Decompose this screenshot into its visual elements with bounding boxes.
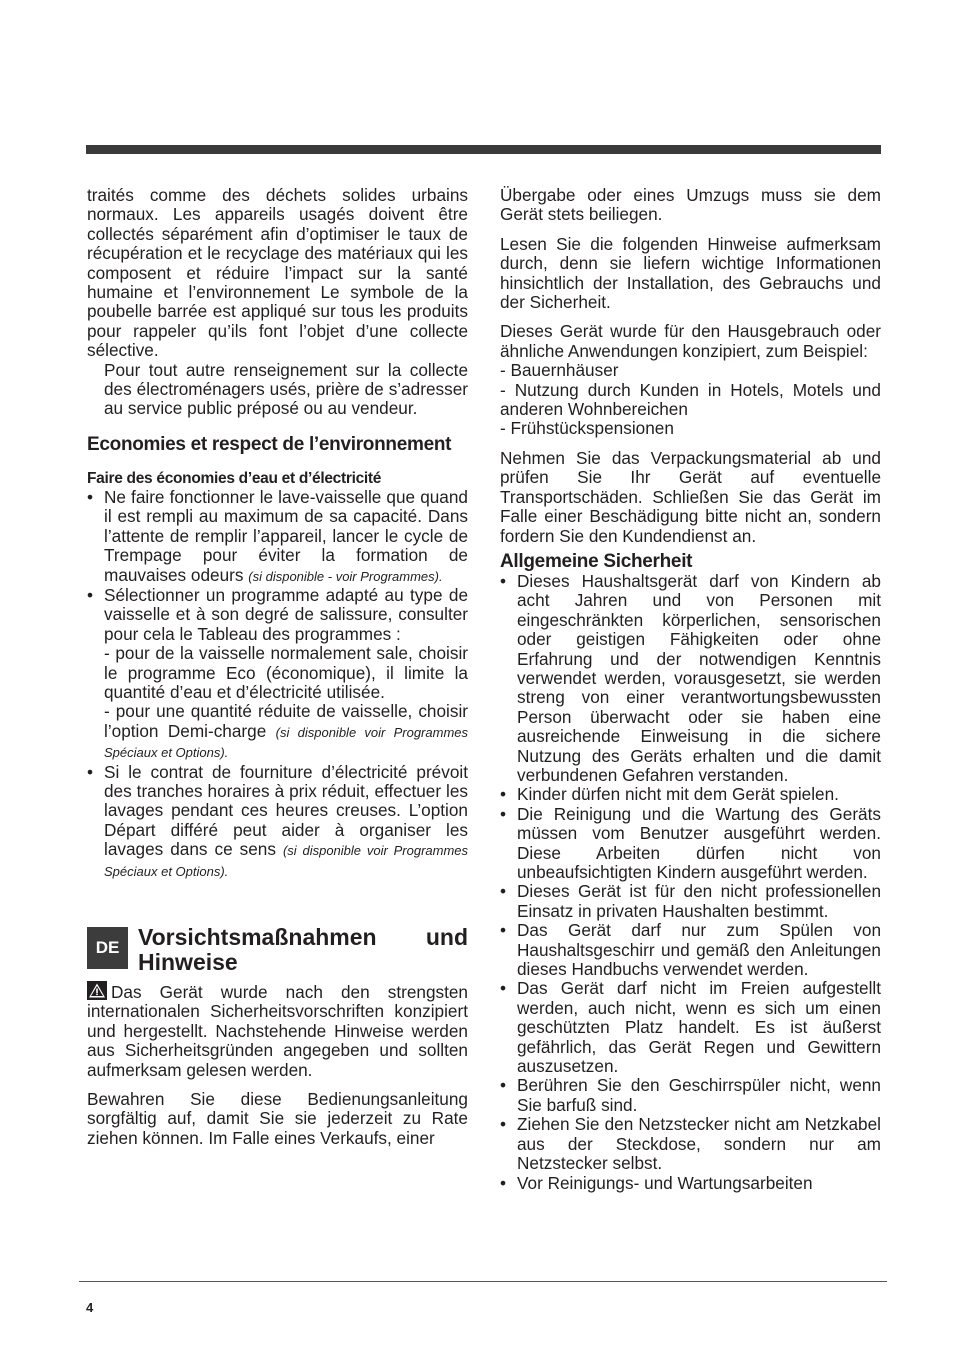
list-item <box>500 1174 881 1193</box>
bullet-text: Kinder dürfen nicht mit dem Gerät spielen. <box>517 784 839 805</box>
bullet-subline-text: - pour une quantité réduite de vaisselle, choisir l’option Demi-charge <box>104 701 468 741</box>
section-title-word: Vorsichtsmaßnahmen <box>138 924 377 950</box>
bullet-text: Dieses Haushaltsgerät darf von Kindern ab acht Jahren und von Personen mit eingeschränkten körperlichen, sensorischen oder geistigen Fähigkeiten oder ohne Erfahrung und der notwendigen Kenntnis verwendet werden, vorausgesetzt, sie werden streng von einer verantwortungsbewussten Person überwacht oder sie haben eine ausreichende Einweisung in die sichere Nutzung des Geräts erhalten und die damit verbundenen Gefahren verstanden. <box>517 570 881 785</box>
list-item <box>500 882 881 921</box>
bullet-icon: • <box>500 1172 507 1193</box>
left-column <box>87 186 468 1158</box>
bullet-icon: • <box>500 881 507 902</box>
read-instructions-paragraph: Lesen Sie die folgenden Hinweise aufmerksam durch, denn sie liefern wichtige Informationen hinsichtlich der Installation, des Gebrauchs und der Sicherheit. <box>500 233 881 313</box>
safety-heading: Allgemeine Sicherheit <box>500 550 693 572</box>
economies-list <box>87 488 468 881</box>
list-item <box>500 1076 881 1115</box>
section-title <box>138 925 468 975</box>
bullet-text: Die Reinigung und die Wartung des Geräts müssen vom Benutzer ausgeführt werden. Diese Arbeiten dürfen nicht von unbeaufsichtigten Kindern ausgeführt werden. <box>517 803 881 882</box>
warning-text: Das Gerät wurde nach den strengsten internationalen Sicherheitsvorschriften konzipiert und hergestellt. Nachstehende Hinweise werden aus Sicherheitsgründen angegeben und sollten aufmerksam gelesen werden. <box>87 982 468 1080</box>
intended-use-item: - Frühstückspensionen <box>500 418 674 439</box>
list-item <box>500 785 881 804</box>
recycling-text-1: traités comme des déchets solides urbains normaux. Les appareils usagés doivent être collectés séparément afin d’optimiser le taux de récupération et le recyclage des matériaux qui les composent et réduire l’impact sur la santé humaine et l’environnement Le symbole de la poubelle barrée est appliqué sur tous les produits pour rappeler qu’ils font l’objet d’une collecte sélective. <box>87 185 468 361</box>
footer-rule <box>79 1281 887 1282</box>
list-item <box>500 1115 881 1173</box>
bullet-text: Ziehen Sie den Netzstecker nicht am Netzkabel aus der Steckdose, sondern nur am Netzstecker selbst. <box>517 1114 881 1174</box>
bullet-note: (si disponible voir Programmes Spéciaux et Options). <box>104 843 469 879</box>
bullet-text: Berühren Sie den Geschirrspüler nicht, wenn Sie barfuß sind. <box>517 1075 881 1115</box>
bullet-text: Dieses Gerät ist für den nicht professionellen Einsatz in privaten Haushalten bestimmt. <box>517 881 881 921</box>
packaging-paragraph: Nehmen Sie das Verpackungsmaterial ab und prüfen Sie Ihr Gerät auf eventuelle Transportschäden. Schließen Sie das Gerät im Falle einer Beschädigung bitte nicht an, sondern fordern Sie den Kundendienst an. <box>500 447 881 546</box>
safety-list <box>500 572 881 1193</box>
warning-paragraph <box>87 981 468 1080</box>
right-column <box>500 186 881 1203</box>
economies-subheading: Faire des économies d’eau et d’électricité <box>87 469 382 487</box>
bullet-icon: • <box>500 1075 507 1096</box>
bullet-icon: • <box>87 761 94 782</box>
list-item <box>87 763 468 881</box>
intended-use-intro: Dieses Gerät wurde für den Hausgebrauch oder ähnliche Anwendungen konzipiert, zum Beispiel: <box>500 321 881 361</box>
recycling-paragraph-2: Pour tout autre renseignement sur la collecte des électroménagers usés, prière de s’adresser au service public préposé ou au vendeur. <box>104 359 468 419</box>
bullet-icon: • <box>500 978 507 999</box>
bullet-text: Sélectionner un programme adapté au type de vaisselle et à son degré de salissure, consulter pour cela le Tableau des programmes : <box>104 584 468 644</box>
language-badge: DE <box>87 927 128 969</box>
de-section-heading <box>87 925 468 975</box>
bullet-text: Das Gerät darf nicht im Freien aufgestellt werden, auch nicht, wenn es sich um einen geschützten Platz handelt. Es ist äußerst gefährlich, das Gerät Regen und Gewittern auszusetzen. <box>517 978 881 1077</box>
bullet-text: Ne faire fonctionner le lave-vaisselle que quand il est rempli au maximum de sa capacité. Dans l’attente de remplir l’appareil, lancer le cycle de Trempage pour éviter la formation de mauvaises odeurs <box>104 486 468 585</box>
list-item <box>500 572 881 785</box>
list-item <box>500 979 881 1076</box>
bullet-icon: • <box>500 920 507 941</box>
bullet-icon: • <box>500 803 507 824</box>
intended-use-paragraph <box>500 322 881 438</box>
bullet-icon: • <box>500 1114 507 1135</box>
intended-use-item: - Bauernhäuser <box>500 360 619 381</box>
bullet-note: (si disponible - voir Programmes). <box>248 568 443 584</box>
page-number: 4 <box>86 1300 94 1315</box>
handover-paragraph: Übergabe oder eines Umzugs muss sie dem Gerät stets beiliegen. <box>500 185 881 225</box>
keep-manual-paragraph: Bewahren Sie diese Bedienungsanleitung sorgfältig auf, damit Sie sie jederzeit zu Rate ziehen können. Im Falle eines Verkaufs, einer <box>87 1089 468 1148</box>
bullet-subline: - pour de la vaisselle normalement sale, choisir le programme Eco (économique), il limite la quantité d’eau et d’électricité utilisée. <box>104 643 468 702</box>
bullet-icon: • <box>87 486 94 507</box>
header-rule <box>86 145 881 154</box>
recycling-paragraph <box>87 186 468 361</box>
intended-use-item: - Nutzung durch Kunden in Hotels, Motels und anderen Wohnbereichen <box>500 379 881 420</box>
bullet-text: Das Gerät darf nur zum Spülen von Haushaltsgeschirr und gemäß den Anleitungen dieses Handbuchs verwendet werden. <box>517 920 881 980</box>
bullet-icon: • <box>87 584 94 605</box>
list-item <box>500 805 881 883</box>
section-title-line2: Hinweise <box>138 949 238 975</box>
list-item <box>500 921 881 979</box>
bullet-subline <box>104 702 468 762</box>
list-item <box>87 586 468 763</box>
bullet-text: Si le contrat de fourniture d’électricité prévoit des tranches horaires à prix réduit, effectuer les lavages pendant ces heures creuses. L’option Départ différé peut aider à organiser les lavages dans ce sens <box>104 761 468 860</box>
bullet-icon: • <box>500 784 507 805</box>
bullet-note: (si disponible voir Programmes Spéciaux et Options). <box>104 724 469 761</box>
section-title-word: und <box>425 924 468 950</box>
list-item <box>87 488 468 586</box>
warning-triangle-icon <box>87 981 107 1000</box>
bullet-text: Vor Reinigungs- und Wartungsarbeiten <box>517 1172 813 1193</box>
bullet-icon: • <box>500 570 507 591</box>
economies-heading: Economies et respect de l’environnement <box>87 433 452 455</box>
